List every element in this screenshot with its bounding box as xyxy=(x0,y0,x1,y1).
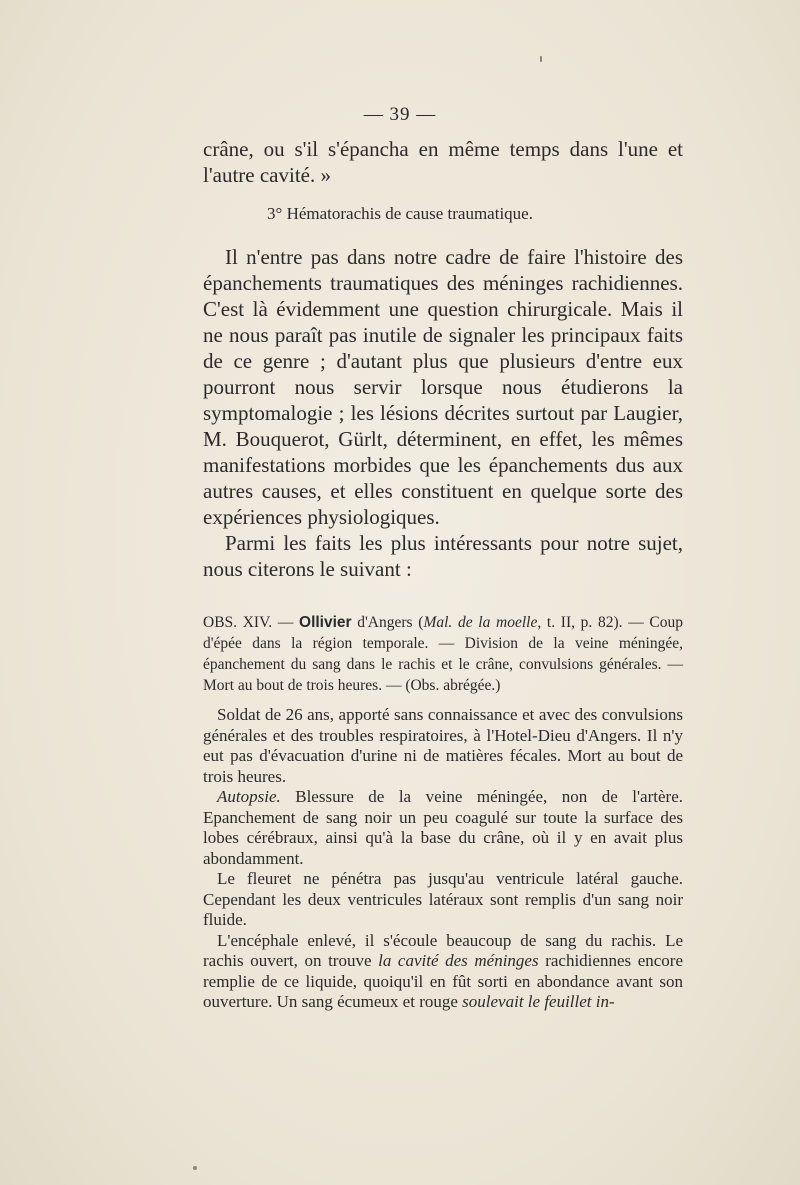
text-line: l'autre cavité. » xyxy=(203,163,331,187)
obs-author: Ollivier xyxy=(299,614,352,631)
obs-source: Mal. de la moelle xyxy=(423,614,538,631)
obs-label: OBS. XIV. — xyxy=(203,614,294,631)
page-number: — 39 — xyxy=(363,104,437,125)
text-line: crâne, ou s'il s'épancha en même temps dans l'une et xyxy=(203,137,683,161)
paper-speck xyxy=(193,1166,197,1170)
obs-summary: , t. II, p. 82). — Coup d'épée dans la région temporale. — Division de la veine méningée, épanchement du sang dans le rachis et le crâne, convulsions générales. — Mort au bout de trois heures. — (Obs. abrégée.) xyxy=(203,614,683,694)
case-paragraph: Le fleuret ne pénétra pas jusqu'au ventricule latéral gauche. Cependant les deux ventricules latéraux sont remplis d'un sang noir fluide. xyxy=(203,869,683,929)
case-paragraph xyxy=(203,931,683,1013)
case-report xyxy=(203,705,683,1013)
case-text: Blessure de la veine méningée, non de l'artère. Epanchement de sang noir un peu coagulé sur toute la surface des lobes cérébraux, ainsi qu'à la base du crâne, où il y en avait plus abondamment. xyxy=(203,787,683,868)
obs-place: d'Angers ( xyxy=(357,614,424,631)
autopsy-label: Autopsie. xyxy=(217,787,281,806)
case-text: rachidiennes encore remplie de ce liquide, quoiqu'il en fût sorti en abondance avant son ouverture. Un sang écumeux et rouge xyxy=(203,951,683,1011)
opening-lines xyxy=(203,136,683,188)
case-text: L'encéphale enlevé, il s'écoule beaucoup de sang du rachis. Le rachis ouvert, on trouve xyxy=(203,930,683,970)
paper-speck xyxy=(540,56,542,62)
case-paragraph xyxy=(203,787,683,869)
paragraph: Il n'entre pas dans notre cadre de faire l'histoire des épanchements traumatiques des méninges rachidiennes. C'est là évidemment une question chirurgicale. Mais il ne nous paraît pas inutile de signaler les principaux faits de ce genre ; d'autant plus que plusieurs d'entre eux pourront nous servir lorsque nous étudierons la symptomalogie ; les lésions décrites surtout par Laugier, M. Bouquerot, Gürlt, déterminent, en effet, les mêmes manifestations morbides que les épanchements dus aux autres causes, et elles constituent en quelque sorte des expériences physiologiques. xyxy=(203,245,683,529)
observation-header xyxy=(203,612,683,696)
case-italic: soulevait le feuillet in- xyxy=(462,992,615,1011)
case-paragraph: Soldat de 26 ans, apporté sans connaissance et avec des convulsions générales et des troubles respiratoires, à l'Hotel-Dieu d'Angers. Il n'y eut pas d'évacuation d'urine ni de matières fécales. Mort au bout de trois heures. xyxy=(203,705,683,786)
main-text xyxy=(203,244,683,582)
section-heading: 3° Hématorachis de cause traumatique. xyxy=(267,204,533,223)
case-italic: la cavité des méninges xyxy=(378,951,539,970)
paragraph: Parmi les faits les plus intéressants pour notre sujet, nous citerons le suivant : xyxy=(203,531,683,581)
